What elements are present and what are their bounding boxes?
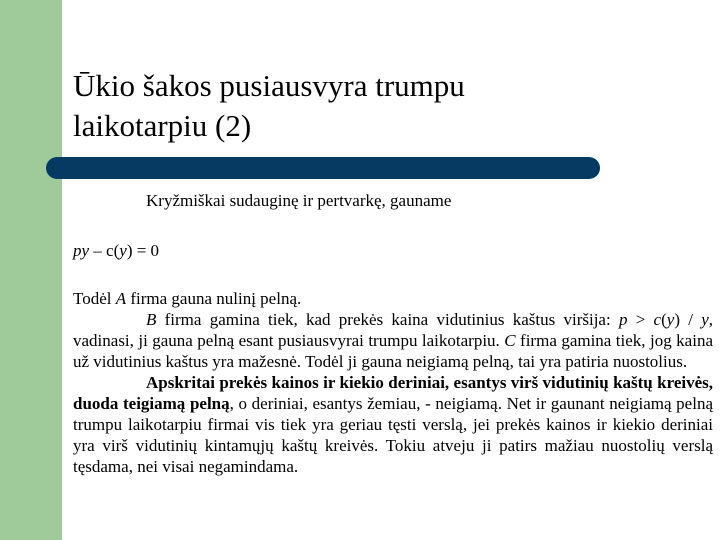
firm-c: C [504, 331, 516, 350]
equation-line [73, 240, 713, 261]
para-b-y1: y [666, 310, 675, 329]
eq-minus-c: – c( [89, 241, 120, 260]
slide-title [73, 66, 673, 146]
paragraph-a [73, 288, 713, 309]
firm-b: B [146, 310, 157, 329]
paragraph-summary [73, 372, 713, 477]
para-b-c: c [653, 310, 662, 329]
summary-bold: Apskritai prekės kainos ir kiekio deriniai, esantys virš vidutinių kaštų kreivės, duoda teigiamą pelną [73, 373, 713, 413]
paragraph-b [73, 309, 713, 372]
eq-tail: ) = 0 [126, 241, 160, 260]
slide-body [73, 188, 713, 477]
title-line-2: laikotarpiu (2) [73, 108, 252, 143]
para-b-y2: y [701, 310, 709, 329]
intro-line: Kryžmiškai sudauginę ir pertvarkę, gauname [146, 191, 452, 210]
para-b-mid: ) / [674, 310, 702, 329]
eq-p: p [73, 241, 82, 260]
para-b-text-2: , vadinasi, ji gauna pelną esant pusiausvyrai trumpu laikotarpiu. [73, 310, 713, 350]
summary-rest: , o deriniai, esantys žemiau, - neigiamą. Net ir gaunant neigiamą pelną trumpu laikotarpiu firmai vis tiek yra geriau tęsti verslą, jei prekės kainos ir kiekio deriniai yra virš vidutinių kintamųjų kaštų kreivės. Tokiu atveju ji patirs mažiau nuostolių verslą tęsdama, nei visai negamindama. [73, 394, 713, 476]
title-underline-bar [46, 157, 600, 179]
para-b-text-3: firma gamina tiek, jog kaina už vidutinius kaštus yra mažesnė. Todėl ji gauna neigiamą pelną, tai yra patiria nuostolius. [73, 331, 713, 371]
firm-a: A [115, 289, 127, 308]
title-line-1: Ūkio šakos pusiausvyra trumpu [73, 68, 465, 103]
para-a-before: Todėl [73, 289, 116, 308]
para-b-p: p [618, 310, 628, 329]
eq-y-arg: y [119, 241, 127, 260]
para-b-text-1: firma gamina tiek, kad prekės kaina vidutinius kaštus viršija: [156, 310, 619, 329]
para-b-lparen: ( [661, 310, 667, 329]
para-b-gt: > [627, 310, 654, 329]
eq-y: y [81, 241, 90, 260]
para-a-after: firma gauna nulinį pelną. [126, 289, 302, 308]
